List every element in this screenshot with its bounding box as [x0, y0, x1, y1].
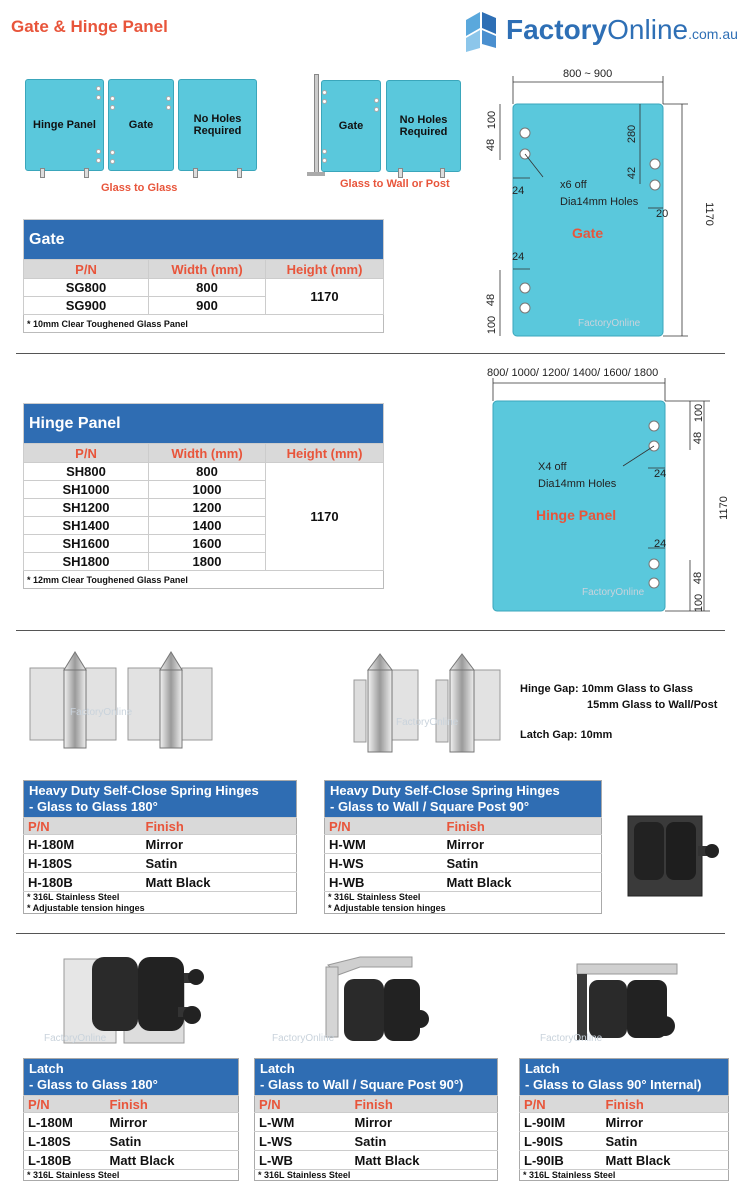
watermark: FactoryOnline	[578, 318, 641, 329]
latch-180-table: Latch - Glass to Glass 180° P/N Finish L-180M Mirror L-180S Satin L-180B Matt Black * 316L Stainless Steel	[23, 1058, 239, 1181]
gate-dim-48-top: 48	[485, 138, 498, 152]
gate-drawing-label: Gate	[572, 225, 604, 241]
gate-dim-100-top: 100	[486, 110, 499, 130]
logo-icon	[464, 8, 502, 52]
hinge-holes-count: X4 off	[538, 461, 567, 473]
hinge-width-dim: 800/ 1000/ 1200/ 1400/ 1600/ 1800	[487, 367, 659, 379]
gate-dim-20: 20	[656, 208, 669, 220]
watermark: FactoryOnline	[540, 1033, 603, 1044]
hinge-gap-wall: 15mm Glass to Wall/Post	[587, 699, 718, 711]
hinge-90-photo	[352, 650, 502, 765]
caption-glass-to-wall: Glass to Wall or Post	[340, 178, 450, 190]
brand-logo	[464, 8, 738, 52]
watermark: FactoryOnline	[44, 1033, 107, 1044]
hinge-dim-24-a: 24	[654, 468, 667, 480]
gate-holes-size: Dia14mm Holes	[560, 196, 639, 208]
gate-dim-100-bot: 100	[486, 315, 499, 335]
diagram-hinge-panel: Hinge Panel	[25, 79, 104, 171]
wall-post	[314, 74, 319, 174]
hinge-dim-100-bot: 100	[693, 593, 706, 613]
gate-dim-48-bot: 48	[485, 293, 498, 307]
diagram-no-holes: No Holes Required	[178, 79, 257, 171]
latch-gap: Latch Gap: 10mm	[520, 729, 613, 741]
hinge-dim-48-top: 48	[692, 431, 705, 445]
latch-wall-photo	[320, 955, 430, 1055]
gate-dim-280: 280	[626, 124, 639, 144]
hinge-180-table: Heavy Duty Self-Close Spring Hinges - Glass to Glass 180° P/N Finish H-180M Mirror H-180S Satin H-180B Matt Black * 316L Stainless Steel * Adjustable tension hinges	[23, 780, 297, 914]
gate-table-title: Gate	[24, 220, 384, 260]
watermark: FactoryOnline	[272, 1033, 335, 1044]
watermark: FactoryOnline	[582, 587, 645, 598]
watermark: FactoryOnline	[396, 717, 459, 728]
hinge-table-title: Hinge Panel	[24, 404, 384, 444]
logo-text: FactoryOnline.com.au	[506, 14, 738, 45]
gate-dim-24-a: 24	[512, 185, 525, 197]
latch-wall-table: Latch - Glass to Wall / Square Post 90°) P/N Finish L-WM Mirror L-WS Satin L-WB Matt Black * 316L Stainless Steel	[254, 1058, 498, 1181]
caption-glass-to-glass: Glass to Glass	[101, 182, 178, 194]
hinge-holes-size: Dia14mm Holes	[538, 478, 617, 490]
hinge-drawing-label: Hinge Panel	[536, 507, 617, 523]
watermark: FactoryOnline	[70, 707, 133, 718]
page-title: Gate & Hinge Panel	[11, 17, 168, 36]
hinge-panel-table: Hinge Panel P/N Width (mm) Height (mm) SH800 800 1170 SH1000 1000 SH1200 1200 SH1400 1400 SH1600 1600 SH1800 1800 * 12mm Clear Toughened Glass Panel	[23, 403, 384, 589]
diagram-wall-gate: Gate	[321, 80, 381, 172]
gate-table: Gate P/N Width (mm) Height (mm) SG800 800 1170 SG900 900 * 10mm Clear Toughened Glass Panel	[23, 219, 384, 333]
hinge-90-table: Heavy Duty Self-Close Spring Hinges - Glass to Wall / Square Post 90° P/N Finish H-WM Mirror H-WS Satin H-WB Matt Black * 316L Stainless Steel * Adjustable tension hinges	[324, 780, 602, 914]
gate-dim-42: 42	[626, 166, 639, 180]
hinge-dim-24-b: 24	[654, 538, 667, 550]
gate-holes-count: x6 off	[560, 179, 587, 191]
post-base	[307, 172, 325, 176]
gate-height-dim: 1170	[702, 202, 715, 226]
divider	[16, 353, 725, 354]
divider	[16, 933, 725, 934]
gate-dim-24-b: 24	[512, 251, 525, 263]
diagram-gate: Gate	[108, 79, 174, 171]
gate-width-dim: 800 ~ 900	[563, 68, 613, 80]
hinge-gap-glass: Hinge Gap: 10mm Glass to Glass	[520, 683, 694, 695]
diagram-wall-no-holes: No Holes Required	[386, 80, 461, 172]
hinge-height-dim: 1170	[717, 496, 730, 520]
latch-black-photo	[620, 812, 720, 902]
hinge-dim-48-bot: 48	[692, 571, 705, 585]
latch-90-table: Latch - Glass to Glass 90° Internal) P/N Finish L-90IM Mirror L-90IS Satin L-90IB Matt Black * 316L Stainless Steel	[519, 1058, 729, 1181]
divider	[16, 630, 725, 631]
hinge-dim-100-top: 100	[693, 403, 706, 423]
